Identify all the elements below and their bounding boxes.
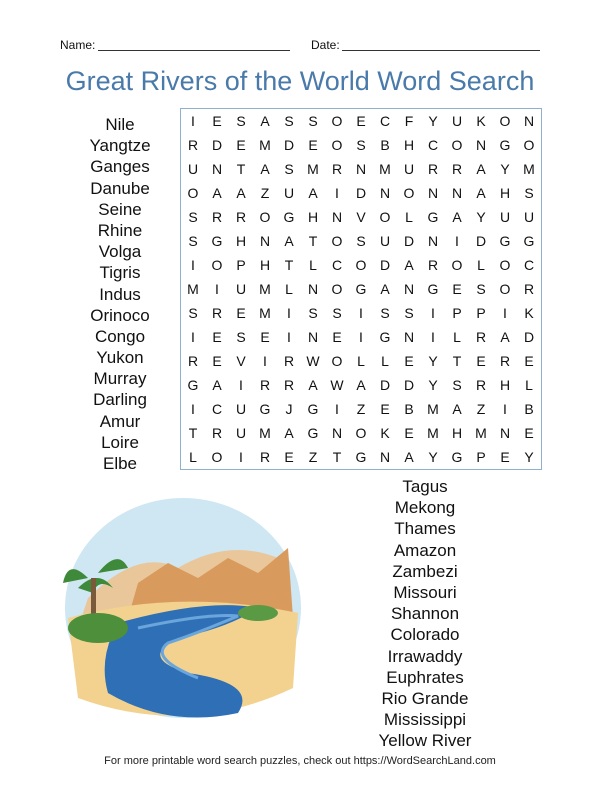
grid-letter: Y — [524, 449, 534, 465]
grid-letter: O — [355, 425, 367, 441]
grid-letter: O — [259, 209, 271, 225]
grid-letter: O — [331, 233, 343, 249]
grid-letter: I — [215, 281, 219, 297]
word-list-item: Tigris — [99, 263, 141, 283]
word-list-item: Euphrates — [386, 667, 464, 687]
grid-letter: G — [427, 209, 439, 225]
word-list-item: Volga — [98, 242, 142, 262]
river-illustration — [58, 488, 308, 738]
grid-letter: R — [427, 161, 439, 177]
word-list-item: Congo — [94, 326, 146, 346]
word-list-item: Danube — [90, 178, 150, 198]
word-list-item: Tagus — [402, 477, 448, 496]
grid-letter: D — [403, 233, 415, 249]
grid-letter: W — [330, 377, 344, 393]
name-field[interactable] — [98, 50, 290, 51]
grid-letter: H — [451, 425, 463, 441]
grid-letter: G — [355, 281, 367, 297]
grid-letter: E — [332, 329, 342, 345]
grid-letter: R — [523, 281, 535, 297]
grid-letter: I — [503, 401, 507, 417]
grid-letter: G — [379, 329, 391, 345]
grid-letter: W — [306, 353, 320, 369]
grid-letter: B — [524, 401, 534, 417]
grid-letter: O — [331, 281, 343, 297]
grid-letter: M — [259, 425, 271, 441]
grid-letter: E — [380, 401, 390, 417]
grid-letter: H — [499, 377, 511, 393]
grid-letter: G — [427, 281, 439, 297]
grid-letter: E — [404, 353, 414, 369]
grid-letter: R — [283, 353, 295, 369]
grid-letter: D — [475, 233, 487, 249]
grid-letter: O — [355, 257, 367, 273]
grid-letter: N — [451, 185, 463, 201]
grid-letter: A — [452, 401, 462, 417]
grid-letter: H — [235, 233, 247, 249]
grid-letter: S — [380, 305, 390, 321]
grid-letter: R — [427, 257, 439, 273]
grid-letter: U — [403, 161, 415, 177]
grid-letter: O — [523, 137, 535, 153]
grid-letter: I — [191, 113, 195, 129]
grid-letter: O — [331, 137, 343, 153]
grid-letter: L — [453, 329, 461, 345]
grid-letter: I — [503, 305, 507, 321]
grid-letter: E — [476, 353, 486, 369]
grid-letter: P — [452, 305, 462, 321]
grid-letter: M — [187, 281, 199, 297]
date-label: Date: — [311, 38, 340, 52]
grid-letter: E — [404, 425, 414, 441]
word-list-item: Yangtze — [89, 136, 151, 156]
grid-letter: N — [499, 425, 511, 441]
grid-letter: O — [499, 281, 511, 297]
grid-letter: E — [356, 113, 366, 129]
grid-letter: G — [307, 425, 319, 441]
word-list-item: Irrawaddy — [387, 646, 463, 666]
grid-letter: E — [500, 449, 510, 465]
grid-letter: D — [283, 137, 295, 153]
word-list-item: Murray — [93, 369, 147, 389]
word-list-item: Ganges — [90, 157, 150, 177]
word-list-item: Missouri — [393, 582, 457, 602]
grid-letter: B — [404, 401, 414, 417]
grid-letter: B — [380, 137, 390, 153]
grid-letter: G — [259, 401, 271, 417]
grid-letter: N — [355, 161, 367, 177]
word-list-item: Orinoco — [90, 305, 150, 325]
grid-letter: S — [188, 233, 198, 249]
grid-letter: I — [191, 257, 195, 273]
grid-letter: T — [308, 233, 318, 249]
grid-letter: Z — [308, 449, 318, 465]
grid-letter: L — [477, 257, 485, 273]
grid-letter: U — [283, 185, 295, 201]
grid-letter: N — [331, 209, 343, 225]
grid-letter: R — [475, 377, 487, 393]
grid-letter: I — [263, 353, 267, 369]
word-list-item: Elbe — [102, 454, 138, 473]
grid-letter: I — [287, 329, 291, 345]
grid-letter: I — [287, 305, 291, 321]
grid-letter: U — [235, 425, 247, 441]
grid-letter: T — [284, 257, 294, 273]
grid-letter: S — [524, 185, 534, 201]
grid-letter: A — [308, 185, 318, 201]
grid-letter: M — [259, 281, 271, 297]
grid-letter: I — [191, 401, 195, 417]
grid-letter: E — [524, 425, 534, 441]
grid-letter: U — [187, 161, 199, 177]
grid-letter: O — [499, 257, 511, 273]
grid-letter: R — [211, 305, 223, 321]
grid-letter: D — [211, 137, 223, 153]
grid-letter: M — [259, 305, 271, 321]
word-list-item: Loire — [101, 432, 139, 452]
grid-letter: R — [475, 329, 487, 345]
grid-letter: Z — [356, 401, 366, 417]
grid-letter: Y — [476, 209, 486, 225]
grid-letter: L — [189, 449, 197, 465]
grid-letter: S — [188, 305, 198, 321]
grid-letter: A — [380, 281, 390, 297]
grid-letter: N — [403, 281, 415, 297]
grid-letter: R — [259, 377, 271, 393]
grid-letter: O — [499, 113, 511, 129]
grid-letter: G — [451, 449, 463, 465]
grid-letter: C — [211, 401, 223, 417]
grid-letter: R — [187, 353, 199, 369]
grid-letter: Y — [428, 113, 438, 129]
grid-letter: A — [260, 161, 270, 177]
grid-letter: E — [308, 137, 318, 153]
grid-letter: U — [523, 209, 535, 225]
grid-letter: Z — [476, 401, 486, 417]
date-field[interactable] — [342, 50, 540, 51]
grid-letter: E — [236, 305, 246, 321]
grid-letter: N — [475, 137, 487, 153]
grid-letter: R — [211, 425, 223, 441]
grid-letter: A — [260, 113, 270, 129]
grid-letter: N — [403, 329, 415, 345]
grid-letter: I — [431, 305, 435, 321]
grid-letter: U — [451, 113, 463, 129]
grid-letter: O — [211, 449, 223, 465]
grid-letter: M — [475, 425, 487, 441]
word-list-item: Rio Grande — [381, 688, 469, 708]
grid-letter: D — [355, 185, 367, 201]
grid-letter: R — [283, 377, 295, 393]
grid-letter: N — [427, 233, 439, 249]
grid-letter: S — [356, 137, 366, 153]
grid-letter: G — [283, 209, 295, 225]
grid-letter: V — [236, 353, 246, 369]
grid-letter: M — [523, 161, 535, 177]
grid-letter: K — [524, 305, 534, 321]
grid-letter: M — [427, 401, 439, 417]
grid-letter: A — [236, 185, 246, 201]
grid-letter: M — [259, 137, 271, 153]
grid-letter: I — [359, 305, 363, 321]
grid-letter: L — [525, 377, 533, 393]
grid-letter: R — [211, 209, 223, 225]
grid-letter: Y — [428, 449, 438, 465]
grid-letter: T — [188, 425, 198, 441]
grid-letter: N — [307, 329, 319, 345]
grid-letter: C — [427, 137, 439, 153]
grid-letter: L — [309, 257, 317, 273]
grid-letter: S — [476, 281, 486, 297]
name-label: Name: — [60, 38, 96, 52]
word-list-item: Darling — [93, 390, 147, 410]
grid-letter: A — [308, 377, 318, 393]
grid-letter: G — [499, 233, 511, 249]
grid-letter: A — [476, 185, 486, 201]
grid-letter: P — [476, 305, 486, 321]
grid-letter: H — [259, 257, 271, 273]
word-list-item: Thames — [394, 519, 456, 539]
grid-letter: L — [285, 281, 293, 297]
grid-letter: R — [235, 209, 247, 225]
grid-letter: R — [331, 161, 343, 177]
grid-letter: K — [476, 113, 486, 129]
grid-letter: G — [355, 449, 367, 465]
word-list-right — [360, 476, 490, 751]
word-list-item: Indus — [99, 284, 141, 304]
grid-letter: D — [523, 329, 535, 345]
grid-letter: M — [307, 161, 319, 177]
grid-letter: E — [260, 329, 270, 345]
grid-letter: S — [404, 305, 414, 321]
grid-letter: L — [357, 353, 365, 369]
grid-letter: A — [356, 377, 366, 393]
grid-letter: M — [379, 161, 391, 177]
grid-letter: Z — [260, 185, 270, 201]
grid-letter: A — [284, 425, 294, 441]
grid-letter: C — [379, 113, 391, 129]
grid-letter: N — [331, 425, 343, 441]
grid-letter: S — [308, 305, 318, 321]
grid-letter: E — [524, 353, 534, 369]
grid-letter: E — [236, 137, 246, 153]
grid-letter: D — [403, 377, 415, 393]
grid-letter: L — [405, 209, 413, 225]
grid-letter: N — [523, 113, 535, 129]
grid-letter: Y — [428, 377, 438, 393]
grid-letter: Y — [500, 161, 510, 177]
footer-text: For more printable word search puzzles, check out https://WordSearchLand.com — [104, 755, 496, 767]
grid-letter: R — [451, 161, 463, 177]
grid-letter: S — [284, 161, 294, 177]
grid-letter: D — [379, 377, 391, 393]
grid-letter: O — [331, 353, 343, 369]
grid-letter: U — [235, 401, 247, 417]
word-list-item: Shannon — [390, 604, 460, 624]
grid-letter: S — [332, 305, 342, 321]
grid-letter: I — [455, 233, 459, 249]
grid-letter: S — [236, 329, 246, 345]
grid-letter: T — [332, 449, 342, 465]
grid-letter: P — [236, 257, 246, 273]
word-list-item: Rhine — [97, 220, 143, 240]
grid-letter: S — [356, 233, 366, 249]
grid-letter: O — [379, 209, 391, 225]
grid-letter: L — [381, 353, 389, 369]
word-list-item: Colorado — [390, 625, 460, 645]
grid-letter: N — [379, 449, 391, 465]
grid-letter: S — [308, 113, 318, 129]
grid-letter: I — [239, 449, 243, 465]
grid-letter: E — [212, 329, 222, 345]
grid-letter: A — [500, 329, 510, 345]
grid-letter: T — [236, 161, 246, 177]
grid-letter: I — [335, 401, 339, 417]
grid-letter: A — [452, 209, 462, 225]
grid-letter: S — [284, 113, 294, 129]
grid-letter: E — [212, 113, 222, 129]
word-list-item: Nile — [105, 115, 135, 134]
grid-letter: G — [211, 233, 223, 249]
letter-grid — [180, 108, 542, 470]
grid-letter: A — [476, 161, 486, 177]
grid-letter: G — [187, 377, 199, 393]
grid-letter: I — [335, 185, 339, 201]
word-list-item: Yellow River — [378, 731, 472, 751]
grid-letter: J — [285, 401, 293, 417]
grid-letter: Y — [428, 353, 438, 369]
word-list-item: Amazon — [393, 540, 457, 560]
word-list-item: Seine — [98, 199, 142, 219]
grid-letter: K — [380, 425, 390, 441]
grid-letter: N — [379, 185, 391, 201]
grid-letter: H — [403, 137, 415, 153]
word-list-item: Amur — [99, 411, 141, 431]
grid-letter: H — [307, 209, 319, 225]
word-list-item: Zambezi — [392, 561, 458, 581]
grid-letter: S — [452, 377, 462, 393]
grid-letter: O — [451, 137, 463, 153]
grid-letter: A — [404, 449, 414, 465]
grid-letter: U — [235, 281, 247, 297]
grid-letter: A — [212, 377, 222, 393]
grid-letter: O — [331, 113, 343, 129]
grid-letter: O — [451, 257, 463, 273]
grid-letter: U — [379, 233, 391, 249]
grid-letter: C — [331, 257, 343, 273]
grid-letter: G — [307, 401, 319, 417]
grid-letter: V — [356, 209, 366, 225]
grid-letter: G — [523, 233, 535, 249]
grid-letter: R — [259, 449, 271, 465]
grid-letter: N — [427, 185, 439, 201]
grid-letter: A — [284, 233, 294, 249]
grid-letter: O — [403, 185, 415, 201]
grid-letter: N — [259, 233, 271, 249]
grid-letter: D — [379, 257, 391, 273]
grid-letter: S — [236, 113, 246, 129]
word-list-item: Yukon — [96, 348, 144, 368]
word-list-item: Mekong — [394, 498, 456, 518]
grid-letter: E — [284, 449, 294, 465]
grid-letter: M — [427, 425, 439, 441]
grid-letter: T — [452, 353, 462, 369]
grid-letter: E — [452, 281, 462, 297]
page-title: Great Rivers of the World Word Search — [65, 66, 535, 96]
grid-letter: O — [187, 185, 199, 201]
grid-letter: U — [499, 209, 511, 225]
grid-letter: H — [499, 185, 511, 201]
grid-letter: R — [499, 353, 511, 369]
grid-letter: I — [431, 329, 435, 345]
grid-letter: O — [211, 257, 223, 273]
grid-letter: P — [476, 449, 486, 465]
grid-letter: R — [187, 137, 199, 153]
grid-letter: N — [211, 161, 223, 177]
grid-letter: N — [307, 281, 319, 297]
grid-letter: A — [404, 257, 414, 273]
grid-letter: I — [191, 329, 195, 345]
grid-letter: C — [523, 257, 535, 273]
grid-letter: S — [188, 209, 198, 225]
word-list-left — [70, 114, 170, 474]
grid-letter: F — [404, 113, 414, 129]
word-list-item: Mississippi — [383, 710, 467, 730]
grid-letter: E — [212, 353, 222, 369]
grid-letter: I — [239, 377, 243, 393]
grid-letter: A — [212, 185, 222, 201]
grid-letter: I — [359, 329, 363, 345]
grid-letter: G — [499, 137, 511, 153]
